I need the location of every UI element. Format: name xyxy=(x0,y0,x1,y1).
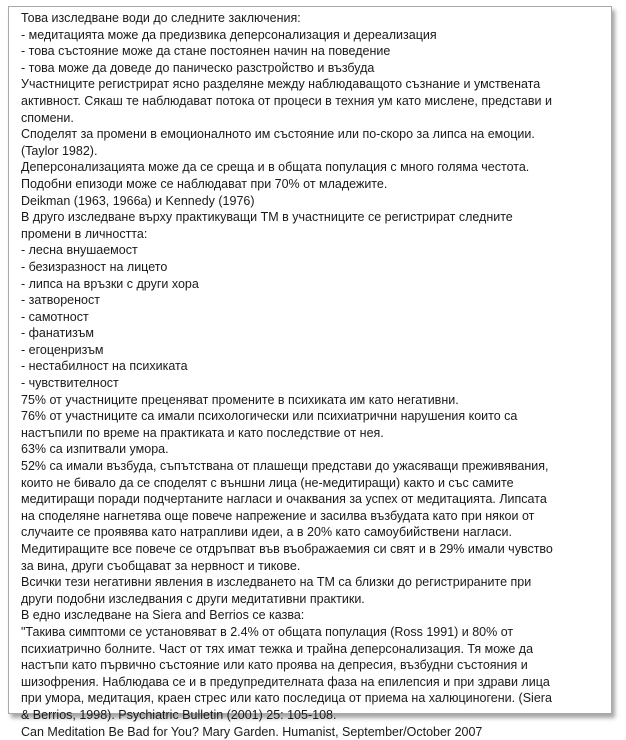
text-line: - медитацията може да предизвика деперсонализация и дереализация xyxy=(21,27,437,42)
text-line: Деперсонализацията може да се среща и в общата популация с много голяма честота. xyxy=(21,160,530,175)
text-line: - безизразност на лицето xyxy=(21,259,168,274)
text-line: активност. Сякаш те наблюдават потока от процеси в техния ум като мислене, представи и xyxy=(21,93,552,108)
text-line: шизофрения. Наблюдава се и в предупредителната фаза на епилепсия и при здрави лица xyxy=(21,674,550,689)
text-line: - това състояние може да стане постоянен начин на поведение xyxy=(21,44,391,59)
text-line: за вина, други съобщават за нервност и тикове. xyxy=(21,558,301,573)
text-line: В друго изследване върху практикуващи ТМ в участниците се регистрират следните xyxy=(21,210,513,225)
text-line: медитиращи поради подчертаните нагласи и очаквания за успех от медитацията. Липсата xyxy=(21,492,547,507)
text-line: 63% са изпитвали умора. xyxy=(21,442,169,457)
text-line: - липса на връзки с други хора xyxy=(21,276,199,291)
text-line: - затвореност xyxy=(21,293,100,308)
text-line: 52% са имали възбуда, съпътствана от плашещи представи до ужасяващи преживявания, xyxy=(21,459,549,474)
text-line: - егоценризъм xyxy=(21,342,104,357)
text-line: при умора, медитация, краен стрес или като последица от приема на халюциногени. (Siera xyxy=(21,691,552,706)
text-line: - самотност xyxy=(21,309,89,324)
document-frame xyxy=(8,6,612,739)
text-line: Подобни епизоди може се наблюдават при 70% от младежите. xyxy=(21,176,388,191)
text-line: 75% от участниците преценяват промените в психиката им като негативни. xyxy=(21,392,459,407)
text-line: настъпили по време на практиката и като последствие от нея. xyxy=(21,425,384,440)
text-line: на споделяне нагнетява още повече напрежение и засилва възбудата като при някои от xyxy=(21,508,535,523)
text-line: настъпи като първично състояние или като проява на депресия, възбудни състояния и xyxy=(21,658,528,673)
text-line: Медитиращите все повече се отдръпват във въображаемия си свят и в 29% имали чувство xyxy=(21,542,553,556)
text-line: - нестабилност на психиката xyxy=(21,359,188,374)
text-line: - това може да доведе до паническо разстройство и възбуда xyxy=(21,60,375,75)
text-line: спомени. xyxy=(21,110,74,125)
text-line: случаите се проявява като натрапливи идеи, а в 20% като самоубийствени нагласи. xyxy=(21,525,512,540)
text-line: "Такива симптоми се установяват в 2.4% от общата популация (Ross 1991) и 80% от xyxy=(21,624,514,639)
text-line: Участниците регистрират ясно разделяне между наблюдаващото съзнание и умствената xyxy=(21,77,541,92)
text-line: & Berrios, 1998). Psychiatric Bulletin (2001) 25: 105-108. xyxy=(21,707,337,722)
text-line: Това изследване води до следните заключения: xyxy=(21,11,301,25)
text-line: - лесна внушаемост xyxy=(21,243,138,258)
text-line: - чувствителност xyxy=(21,376,119,391)
document-text xyxy=(21,10,605,740)
text-line: В едно изследване на Siera and Berrios се казва: xyxy=(21,608,305,623)
text-line: Can Meditation Be Bad for You? Mary Garden. Humanist, September/October 2007 xyxy=(21,724,483,739)
text-line: - фанатизъм xyxy=(21,326,95,341)
text-line: които не бивало да се споделят с външни лица (не-медитиращи) както и със самите xyxy=(21,475,514,490)
text-line: (Taylor 1982). xyxy=(21,143,98,158)
text-line: 76% от участниците са имали психологически или психиатрични нарушения които са xyxy=(21,409,518,424)
text-line: промени в личността: xyxy=(21,226,148,241)
text-line: други подобни изследвания с други медитативни практики. xyxy=(21,591,365,606)
text-line: Споделят за промени в емоционалното им състояние или по-скоро за липса на емоции. xyxy=(21,127,535,142)
text-line: психиатрично болните. Част от тях имат тежка и трайна деперсонализация. Тя може да xyxy=(21,641,534,656)
text-line: Deikman (1963, 1966a) и Kennedy (1976) xyxy=(21,193,255,208)
text-line: Всички тези негативни явления в изследването на ТМ са близки до регистрираните при xyxy=(21,575,532,590)
